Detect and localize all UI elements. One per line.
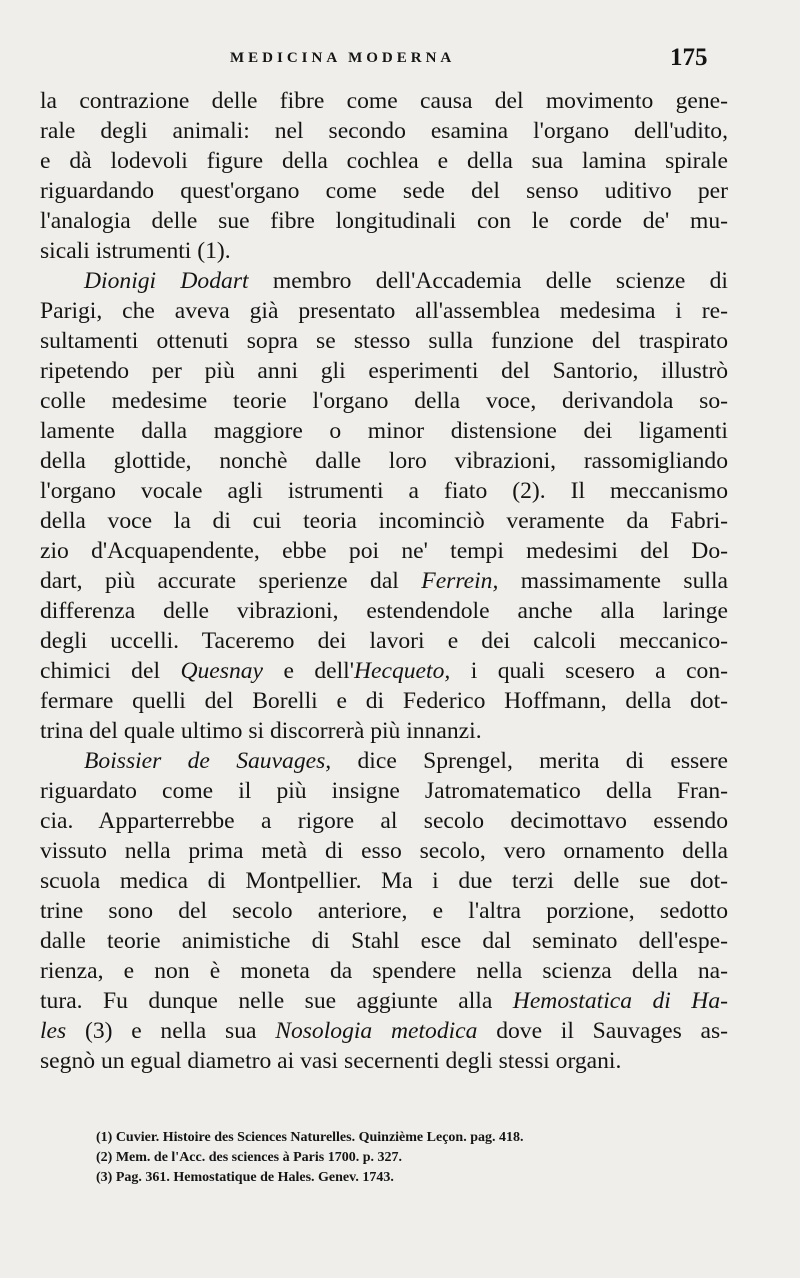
footnote: (1) Cuvier. Histoire des Sciences Naturelles. Quinzième Leçon. pag. 418. bbox=[96, 1130, 524, 1145]
book-title: les bbox=[40, 1018, 67, 1044]
text-line: la contrazione delle fibre come causa del movimento gene- bbox=[40, 88, 728, 114]
body-text bbox=[40, 86, 728, 1076]
text-line: ripetendo per più anni gli esperimenti del Santorio, illustrò bbox=[40, 358, 728, 384]
person-name: Ferrein, bbox=[421, 568, 499, 594]
text-line: riguardato come il più insigne Jatromatematico della Fran- bbox=[40, 778, 728, 804]
footnote: (3) Pag. 361. Hemostatique de Hales. Genev. 1743. bbox=[96, 1170, 394, 1185]
text-line: zio d'Acquapendente, ebbe poi ne' tempi medesimi del Do- bbox=[40, 538, 728, 564]
book-title: Nosologia metodica bbox=[275, 1018, 478, 1044]
person-name: Dionigi Dodart bbox=[84, 268, 249, 294]
person-name: Quesnay bbox=[180, 658, 264, 684]
text-line: rale degli animali: nel secondo esamina l'organo dell'udito, bbox=[40, 118, 728, 144]
text-line: sicali istrumenti (1). bbox=[40, 238, 231, 264]
text-line: scuola medica di Montpellier. Ma i due terzi delle sue dot- bbox=[40, 868, 728, 894]
text-line: cia. Apparterrebbe a rigore al secolo decimottavo essendo bbox=[40, 808, 728, 834]
running-head: MEDICINA MODERNA bbox=[230, 50, 456, 66]
text-line: rienza, e non è moneta da spendere nella scienza della na- bbox=[40, 958, 728, 984]
text-line: colle medesime teorie l'organo della voce, derivandola so- bbox=[40, 388, 728, 414]
text-line: sultamenti ottenuti sopra se stesso sulla funzione del traspirato bbox=[40, 328, 728, 354]
text-line: Boissier de Sauvages, dice Sprengel, merita di essere bbox=[84, 748, 728, 774]
page-number: 175 bbox=[670, 44, 708, 71]
text-line: fermare quelli del Borelli e di Federico Hoffmann, della dot- bbox=[40, 688, 728, 714]
text-line: degli uccelli. Taceremo dei lavori e dei calcoli meccanico- bbox=[40, 628, 728, 654]
text-line: les (3) e nella sua Nosologia metodica dove il Sauvages as- bbox=[40, 1018, 729, 1044]
text-line: riguardando quest'organo come sede del senso uditivo per bbox=[40, 178, 728, 204]
book-title: Hemostatica di Ha- bbox=[512, 988, 729, 1014]
text-line: dalle teorie animistiche di Stahl esce dal seminato dell'espe- bbox=[40, 928, 728, 954]
text-line: trina del quale ultimo si discorrerà più innanzi. bbox=[40, 718, 482, 744]
text-line: l'analogia delle sue fibre longitudinali con le corde de' mu- bbox=[40, 208, 728, 234]
footnote: (2) Mem. de l'Acc. des sciences à Paris 1700. p. 327. bbox=[96, 1150, 402, 1165]
person-name: Hecqueto, bbox=[353, 658, 451, 684]
text-line: segnò un egual diametro ai vasi secernenti degli stessi organi. bbox=[40, 1048, 622, 1074]
text-line: Dionigi Dodart membro dell'Accademia delle scienze di bbox=[84, 268, 728, 294]
person-name: Boissier de Sauvages, bbox=[84, 748, 332, 774]
footnotes bbox=[96, 1128, 736, 1188]
text-line: e dà lodevoli figure della cochlea e della sua lamina spirale bbox=[40, 148, 728, 174]
text-line: vissuto nella prima metà di esso secolo, vero ornamento della bbox=[40, 838, 728, 864]
text-line: della voce la di cui teoria incominciò veramente da Fabri- bbox=[40, 508, 728, 534]
text-line: l'organo vocale agli istrumenti a fiato (2). Il meccanismo bbox=[40, 478, 728, 504]
text-line: lamente dalla maggiore o minor distensione dei ligamenti bbox=[40, 418, 728, 444]
text-line: dart, più accurate sperienze dal Ferrein, massimamente sulla bbox=[40, 568, 728, 594]
text-line: tura. Fu dunque nelle sue aggiunte alla Hemostatica di Ha- bbox=[40, 988, 729, 1014]
text-line: chimici del Quesnay e dell'Hecqueto, i quali scesero a con- bbox=[40, 658, 728, 684]
text-line: trine sono del secolo anteriore, e l'altra porzione, sedotto bbox=[40, 898, 728, 924]
text-line: Parigi, che aveva già presentato all'assemblea medesima i re- bbox=[40, 298, 728, 324]
text-line: differenza delle vibrazioni, estendendole anche alla laringe bbox=[40, 598, 728, 624]
text-line: della glottide, nonchè dalle loro vibrazioni, rassomigliando bbox=[40, 448, 728, 474]
